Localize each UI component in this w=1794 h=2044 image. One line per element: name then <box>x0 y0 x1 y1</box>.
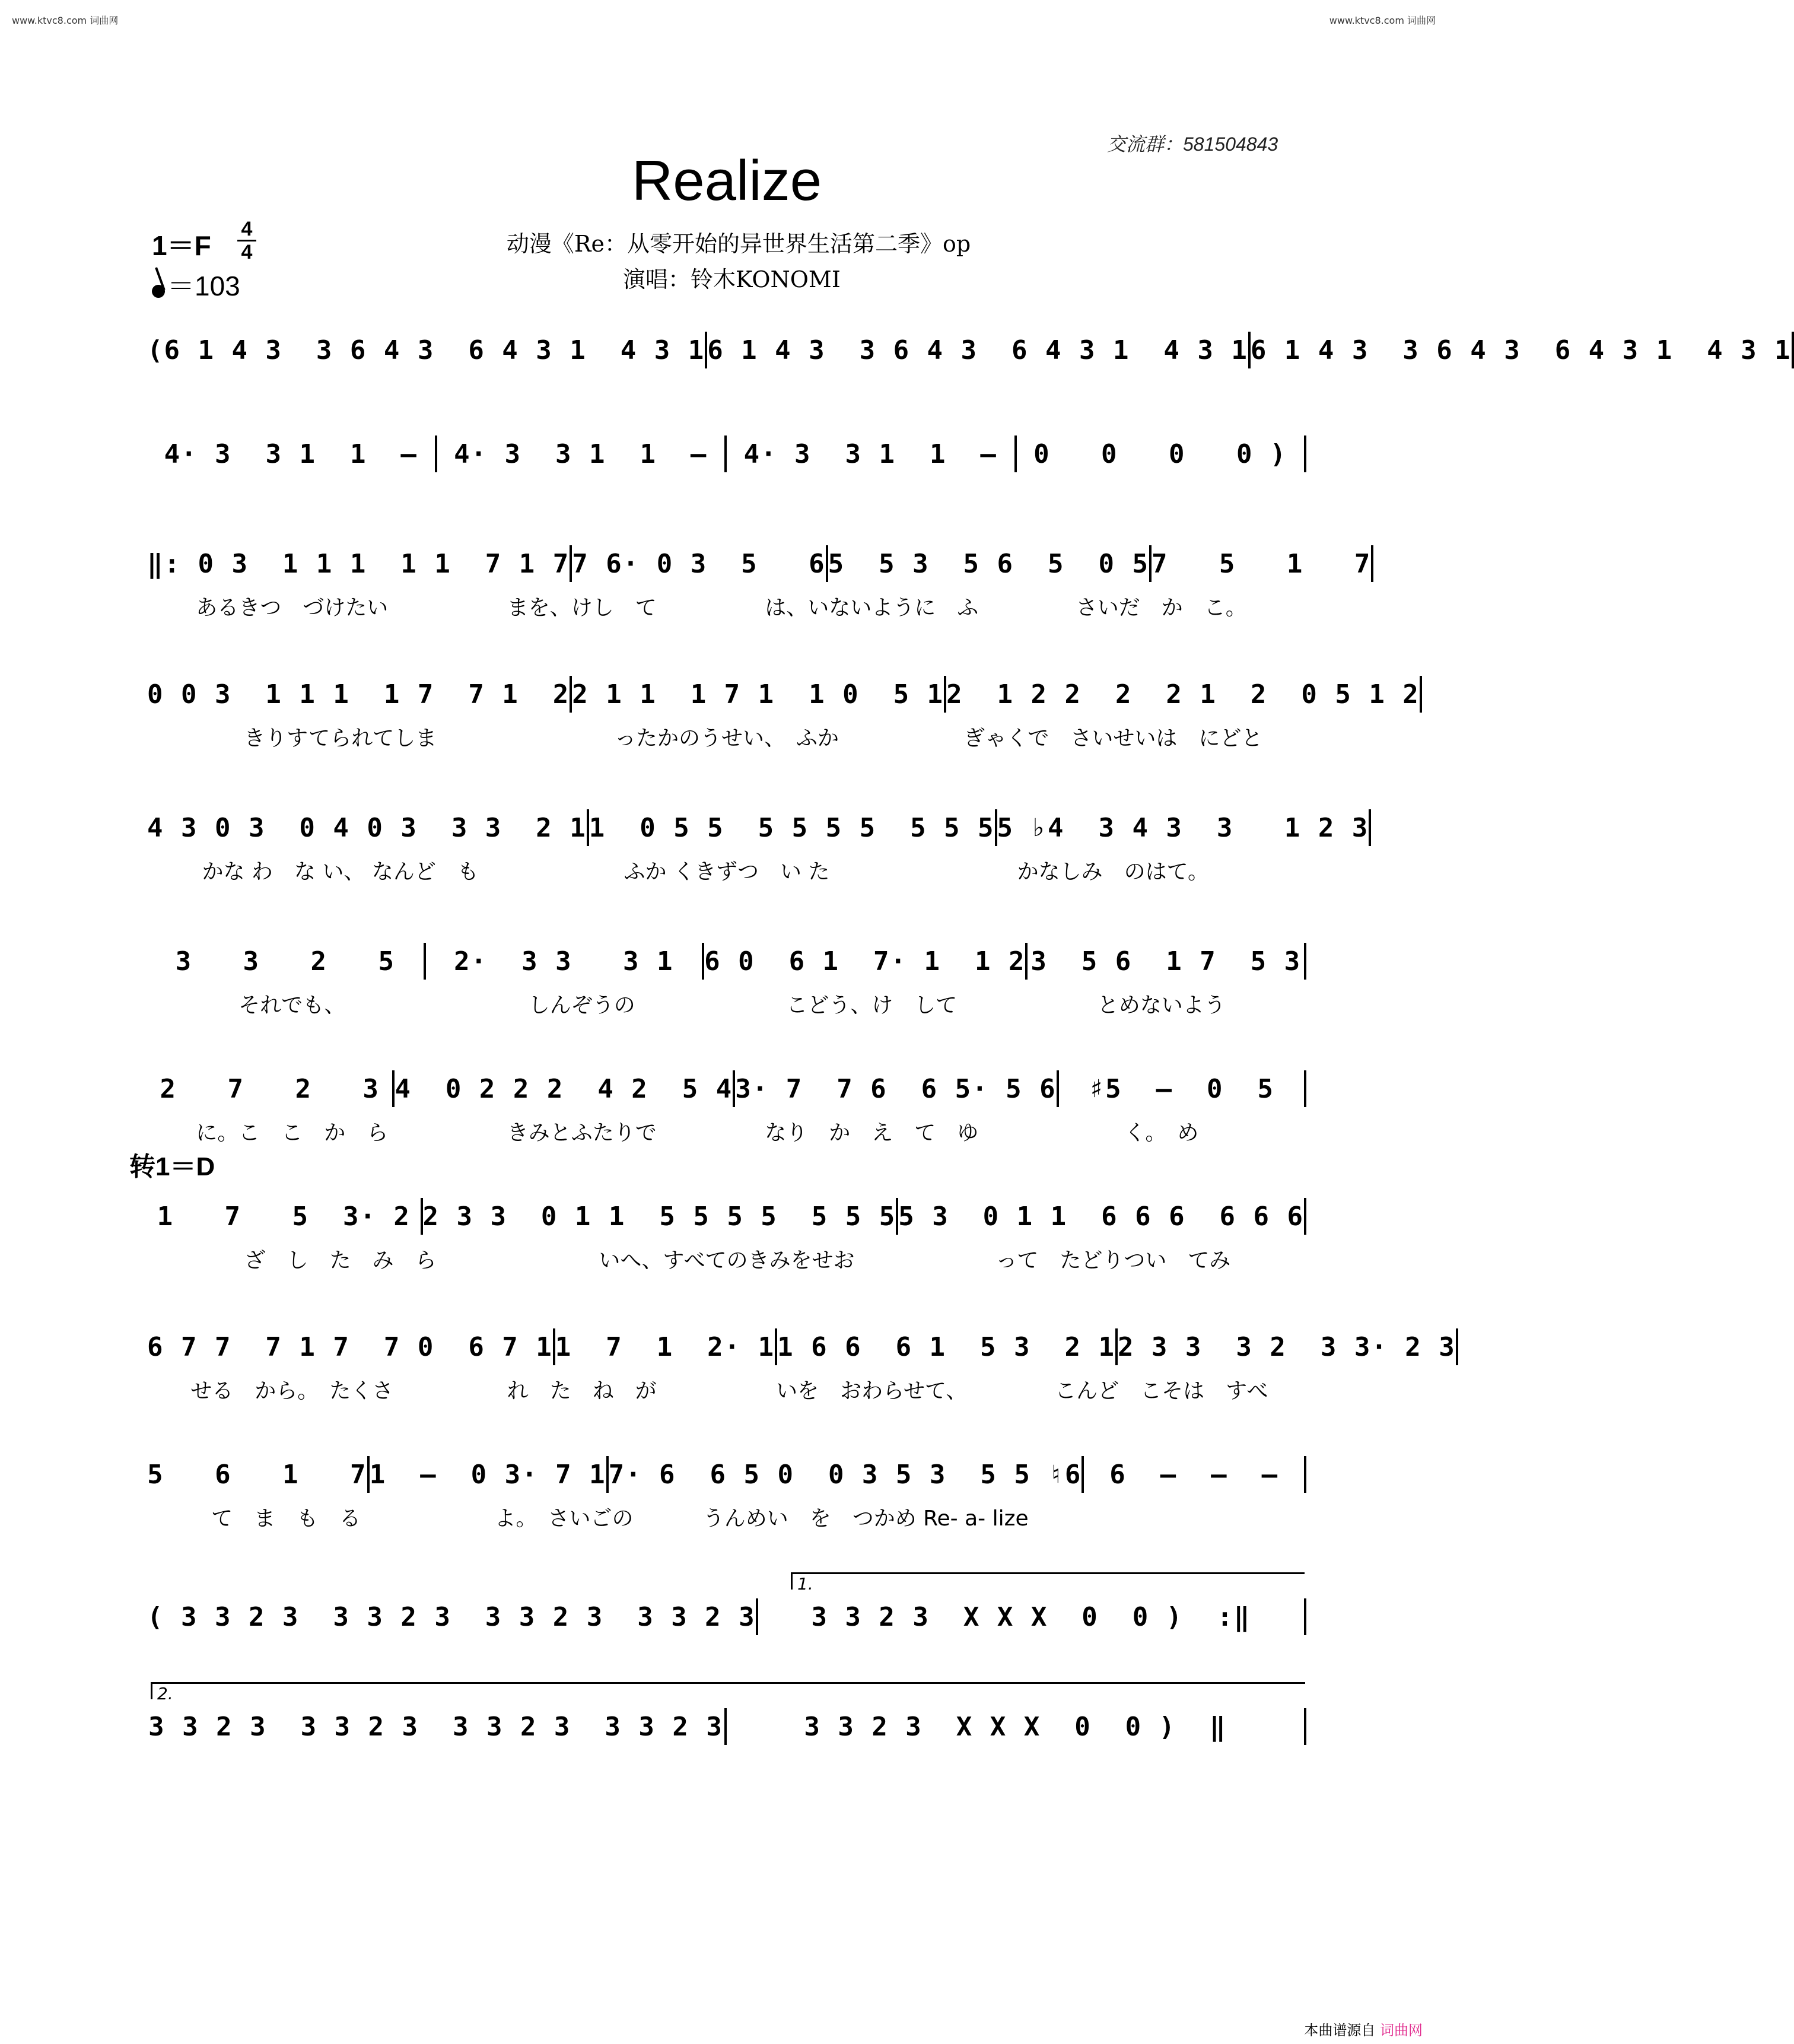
measure: 7· 6 6 5 0 0 3 5 3 5 5 ♮6 <box>608 1459 1082 1490</box>
bar-line <box>1304 1598 1306 1635</box>
measure: 6 0 6 1 7· 1 1 2 <box>704 946 1026 977</box>
lyric-segment: なり か え て ゆ <box>765 1121 979 1145</box>
measure: 4· 3 3 1 1 – <box>454 438 708 469</box>
notation-line <box>147 812 1369 843</box>
lyric-segment: まを、けし て <box>507 596 657 620</box>
song-subtitle: 动漫《Re：从零开始的异世界生活第二季》op <box>506 231 971 257</box>
lyric-segment: よ。 さいごの <box>494 1506 634 1531</box>
time-signature-bottom: 4 <box>241 241 253 263</box>
footer-text: 本曲谱源自 <box>1304 2022 1376 2039</box>
lyric-segment: せる から。 たくさ <box>190 1379 394 1403</box>
header-site-right: www.ktvc8.com 词曲网 <box>1329 15 1436 26</box>
quarter-note-icon <box>150 283 167 300</box>
tempo-value: ＝103 <box>167 271 240 301</box>
measure: 1 0 5 5 5 5 5 5 5 5 5 <box>589 812 995 843</box>
bar-line <box>1456 1328 1458 1365</box>
lyric-segment: さいだ か こ。 <box>1076 596 1247 620</box>
lyric-segment: れ た ね が <box>507 1379 657 1403</box>
measure: 7 5 1 7 <box>1151 548 1372 579</box>
lyric-line <box>147 1374 1306 1404</box>
measure: 1 – 0 3· 7 1 <box>369 1459 606 1490</box>
measure: 5 3 0 1 1 6 6 6 6 6 6 <box>898 1201 1304 1232</box>
measure: 4 0 2 2 2 4 2 5 4 <box>395 1073 733 1104</box>
lyric-line <box>147 1244 1306 1274</box>
lyric-segment <box>1029 1502 1306 1532</box>
notation-line <box>147 1201 1306 1232</box>
measure: 1 7 1 2· 1 <box>555 1331 775 1362</box>
notation-line <box>147 946 1306 977</box>
measure: 3 5 6 1 7 5 3 <box>1030 946 1302 977</box>
measure: 5 6 1 7 <box>147 1459 367 1490</box>
key-signature: 1＝F <box>152 230 211 261</box>
measure: ( 3 3 2 3 3 3 2 3 3 3 2 3 3 3 2 3 <box>147 1601 756 1632</box>
measure: 6 – – – <box>1109 1459 1279 1490</box>
notation-line <box>147 1711 1306 1742</box>
lyric-segment: うんめい を つかめ Re- a- lize <box>702 1506 1029 1531</box>
lyric-segment: かなしみ のはて。 <box>1017 860 1209 884</box>
singer-credit: 演唱：铃木KONOMI <box>623 266 841 293</box>
lyric-line <box>147 988 1306 1019</box>
notation-line <box>147 679 1420 710</box>
measure: 3· 7 7 6 6 5· 5 6 <box>735 1073 1057 1104</box>
lyric-segment: かな わ な い、 なんど も <box>202 860 479 884</box>
lyric-segment: こどう、け して <box>786 993 958 1018</box>
lyric-segment: とめないよう <box>1097 993 1226 1018</box>
lyric-segment: こんど こそは すべ <box>1055 1379 1268 1403</box>
lyric-segment: て ま も る <box>211 1506 361 1531</box>
volta-bracket: 2. <box>151 1682 1305 1699</box>
measure: 2 3 3 0 1 1 5 5 5 5 5 5 5 <box>422 1201 896 1232</box>
notation-line <box>147 438 1306 469</box>
song-title: Realize <box>631 149 822 212</box>
footer-brand: 词曲网 <box>1380 2022 1423 2039</box>
lyric-line <box>147 1116 1306 1146</box>
lyric-segment: きみとふたりで <box>507 1121 657 1145</box>
measure: 4 3 0 3 0 4 0 3 3 3 2 1 <box>147 812 587 843</box>
lyric-segment: く。 め <box>1124 1121 1199 1145</box>
bar-line <box>1304 1198 1306 1235</box>
lyric-segment: ざ し た み ら <box>244 1248 437 1273</box>
measure: 2· 3 3 3 1 <box>454 946 674 977</box>
lyric-line <box>147 1502 1306 1532</box>
measure: 4· 3 3 1 1 – <box>743 438 997 469</box>
bar-line <box>1420 676 1422 713</box>
measure: 3 3 2 3 X X X 0 0 ) ‖ <box>804 1711 1227 1742</box>
bar-line <box>1304 1708 1306 1745</box>
bar-line <box>1304 435 1306 472</box>
measure: 2 1 1 1 7 1 1 0 5 1 <box>572 679 944 710</box>
measure: 1 7 5 3· 2 <box>157 1201 411 1232</box>
bar-line <box>1304 943 1306 980</box>
measure: ‖: 0 3 1 1 1 1 1 7 1 7 <box>147 548 570 579</box>
lyric-segment: いへ、すべてのきみをせお <box>599 1248 855 1273</box>
measure: 3 3 2 3 3 3 2 3 3 3 2 3 3 3 2 3 <box>148 1711 723 1742</box>
time-signature-top: 4 <box>241 218 253 240</box>
measure: ♯5 – 0 5 <box>1088 1073 1274 1104</box>
tempo-marking <box>152 265 240 304</box>
measure: 7 6· 0 3 5 6 <box>572 548 826 579</box>
notation-line <box>147 335 1792 365</box>
lyric-line <box>147 591 1306 621</box>
measure: 4· 3 3 1 1 – <box>164 438 418 469</box>
footer-credit <box>1304 2018 1423 2039</box>
measure: 6 1 4 3 3 6 4 3 6 4 3 1 4 3 1 <box>707 335 1248 365</box>
measure: 1 6 6 6 1 5 3 2 1 <box>777 1331 1115 1362</box>
measure: 5 ♭4 3 4 3 3 1 2 3 <box>997 812 1369 843</box>
header-site-left: www.ktvc8.com 词曲网 <box>12 15 119 26</box>
lyric-segment: って たどりつい てみ <box>995 1248 1231 1273</box>
notation-line <box>147 1459 1306 1490</box>
notation-line <box>147 1331 1456 1362</box>
measure: 5 5 3 5 6 5 0 5 <box>828 548 1149 579</box>
lyric-line <box>147 855 1306 885</box>
lyric-segment: ふか くきずつ い た <box>624 860 830 884</box>
measure: (6 1 4 3 3 6 4 3 6 4 3 1 4 3 1 <box>147 335 705 365</box>
bar-line <box>1369 809 1371 846</box>
measure: 6 1 4 3 3 6 4 3 6 4 3 1 4 3 1 <box>1250 335 1792 365</box>
lyric-segment: は、いないように ふ <box>765 596 979 620</box>
measure: 0 0 3 1 1 1 1 7 7 1 2 <box>147 679 570 710</box>
lyric-segment: ぎゃくで さいせいは にどと <box>963 726 1263 751</box>
group-contact: 交流群：581504843 <box>1107 133 1278 155</box>
measure: 2 3 3 3 2 3 3· 2 3 <box>1117 1331 1456 1362</box>
volta-bracket: 1. <box>791 1572 1305 1590</box>
notation-line <box>147 1073 1306 1104</box>
measure: 0 0 0 0 ) <box>1033 438 1287 469</box>
bar-line <box>1371 545 1373 582</box>
bar-line <box>1792 332 1794 368</box>
bar-line <box>1304 1456 1306 1493</box>
bar-line <box>1304 1070 1306 1107</box>
measure: 3 3 2 5 <box>175 946 395 977</box>
measure: 6 7 7 7 1 7 7 0 6 7 1 <box>147 1331 553 1362</box>
lyric-segment: に。こ こ か ら <box>196 1121 389 1145</box>
lyric-segment: いを おわらせて、 <box>776 1379 968 1403</box>
key-change: 转1＝D <box>129 1152 215 1181</box>
measure: 3 3 2 3 X X X 0 0 ) :‖ <box>811 1601 1251 1632</box>
lyric-segment: ったかのうせい、 ふか <box>614 726 839 751</box>
measure: 2 7 2 3 <box>160 1073 380 1104</box>
notation-line <box>147 1601 1306 1632</box>
lyric-line <box>147 721 1306 752</box>
lyric-segment: しんぞうの <box>528 993 635 1018</box>
lyric-segment: あるきつ づけたい <box>196 596 389 620</box>
lyric-segment: それでも、 <box>238 993 346 1018</box>
notation-line <box>147 548 1372 579</box>
measure: 2 1 2 2 2 2 1 2 0 5 1 2 <box>946 679 1420 710</box>
lyric-segment: きりすてられてしま <box>244 726 437 751</box>
